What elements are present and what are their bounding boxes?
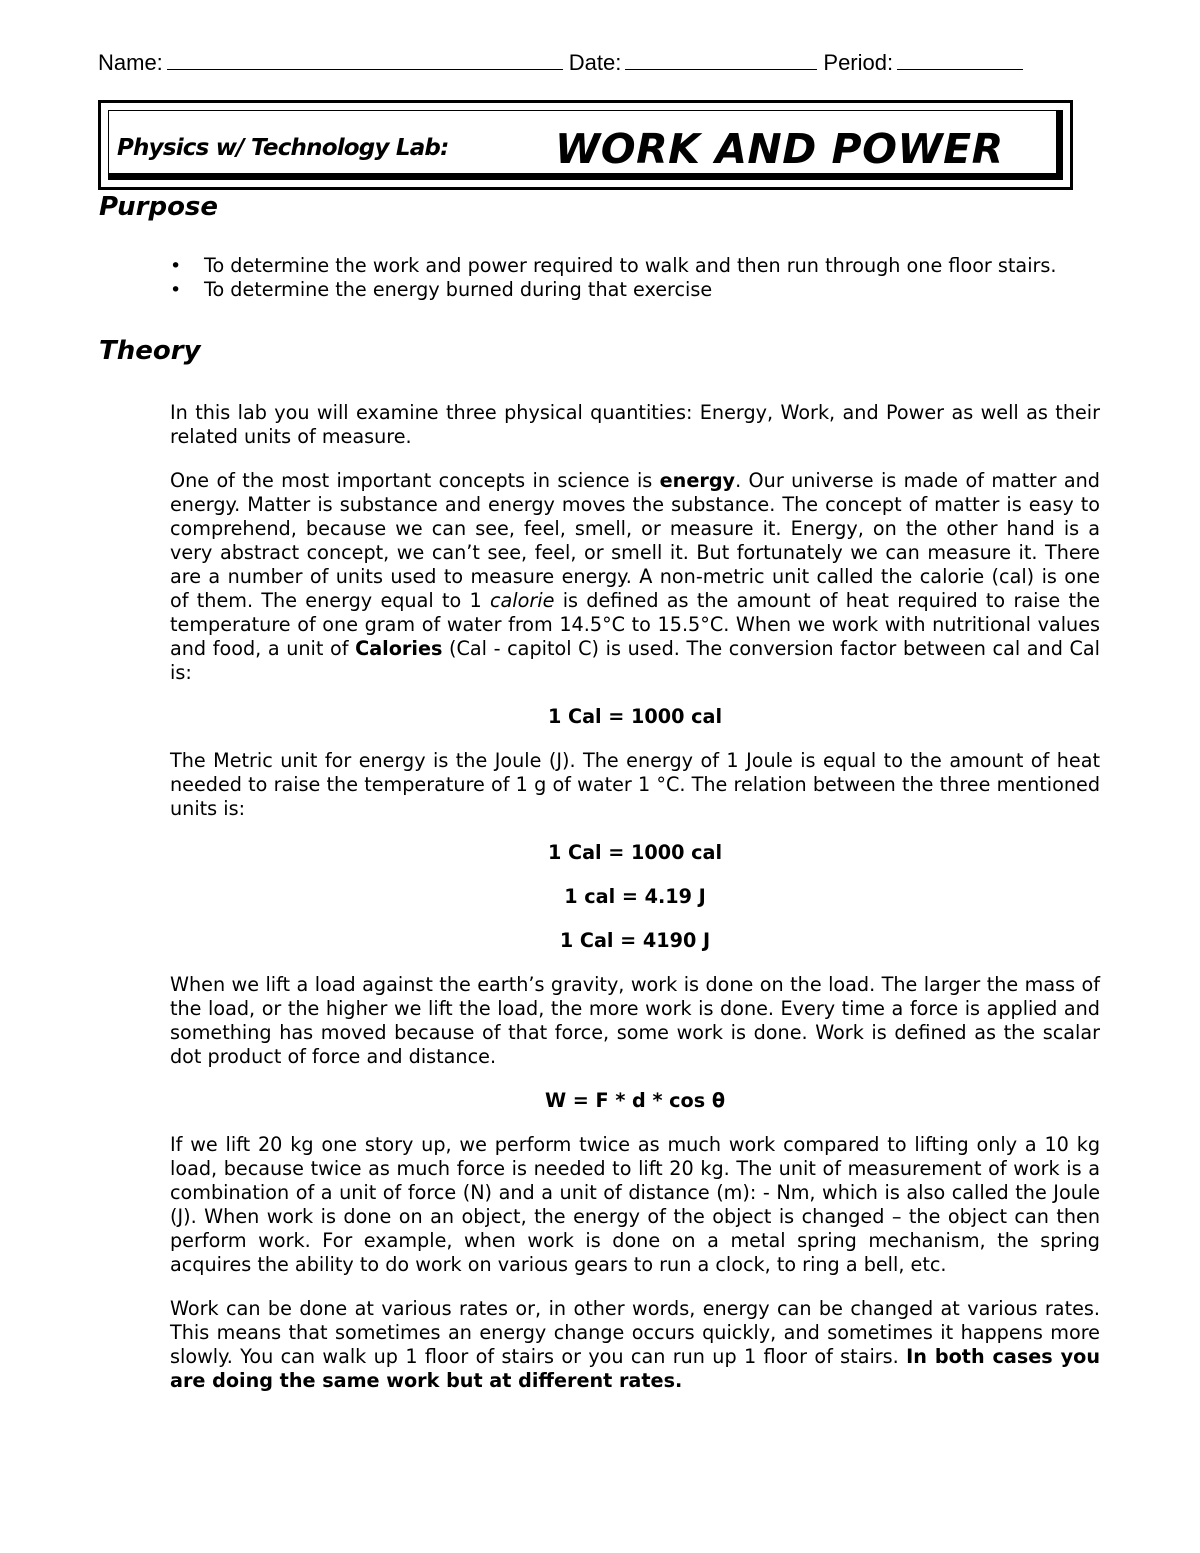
banner-inner-frame (108, 110, 1063, 180)
theory-body (170, 401, 1100, 1413)
theory-paragraph: Work can be done at various rates or, in other words, energy can be changed at various rates. This means that sometimes an energy change occurs quickly, and sometimes it happens more slowly. You can walk up 1 floor of stairs or you can run up 1 floor of stairs. In both cases you are doing the same work but at different rates. (170, 1297, 1100, 1392)
equation: 1 Cal = 4190 J (559, 929, 711, 952)
theory-paragraph: One of the most important concepts in science is energy. Our universe is made of matter and energy. Matter is substance and energy moves the substance. The concept of matter is easy to comprehend, because we can see, feel, smell, or measure it. Energy, on the other hand is a very abstract concept, we can’t see, feel, or smell it. But fortunately we can measure it. There are a number of units used to measure energy. A non-metric unit called the calorie (cal) is one of them. The energy equal to 1 calorie is defined as the amount of heat required to raise the temperature of one gram of water from 14.5°C to 15.5°C. When we work with nutritional values and food, a unit of Calories (Cal - capitol C) is used. The conversion factor between cal and Cal is: (170, 469, 1100, 684)
date-blank[interactable] (625, 51, 817, 70)
date-label: Date: (568, 50, 622, 75)
lab-title: WORK AND POWER (555, 125, 1004, 173)
theory-heading: Theory (99, 336, 201, 366)
theory-paragraph: The Metric unit for energy is the Joule (J). The energy of 1 Joule is equal to the amount of heat needed to raise the temperature of 1 g of water 1 °C. The relation between the three mentioned units is: (170, 749, 1100, 820)
title-banner (98, 100, 1073, 190)
purpose-list (170, 254, 1110, 302)
purpose-item: • To determine the energy burned during that exercise (170, 278, 1110, 302)
purpose-item: • To determine the work and power required to walk and then run through one floor stairs. (170, 254, 1110, 278)
calorie-term: calorie (490, 589, 555, 612)
equation: 1 Cal = 1000 cal (547, 841, 723, 864)
purpose-heading: Purpose (99, 192, 219, 222)
same-work-statement: In both cases you are doing the same work but at different rates. (170, 1345, 1100, 1392)
period-blank[interactable] (897, 51, 1023, 70)
name-label: Name: (98, 50, 163, 75)
calories-term: Calories (355, 637, 443, 660)
theory-paragraph: When we lift a load against the earth’s gravity, work is done on the load. The larger the mass of the load, or the higher we lift the load, the more work is done. Every time a force is applied and something has moved because of that force, some work is done. Work is defined as the scalar dot product of force and distance. (170, 973, 1100, 1068)
equation: 1 Cal = 1000 cal (547, 705, 723, 728)
theory-paragraph: In this lab you will examine three physical quantities: Energy, Work, and Power as well as their related units of measure. (170, 401, 1100, 448)
work-formula: W = F * d * cos θ (544, 1089, 726, 1112)
period-label: Period: (823, 50, 894, 75)
energy-term: energy (659, 469, 736, 492)
lab-subtitle: Physics w/ Technology Lab: (117, 135, 449, 161)
equation: 1 cal = 4.19 J (564, 885, 706, 908)
theory-paragraph: If we lift 20 kg one story up, we perform twice as much work compared to lifting only a 10 kg load, because twice as much force is needed to lift 20 kg. The unit of measurement of work is a combination of a unit of force (N) and a unit of distance (m): - Nm, which is also called the Joule (J). When work is done on an object, the energy of the object is changed – the object can then perform work. For example, when work is done on a metal spring mechanism, the spring acquires the ability to do work on various gears to run a clock, to ring a bell, etc. (170, 1133, 1100, 1276)
student-info-line (98, 50, 1078, 76)
name-blank[interactable] (167, 51, 563, 70)
